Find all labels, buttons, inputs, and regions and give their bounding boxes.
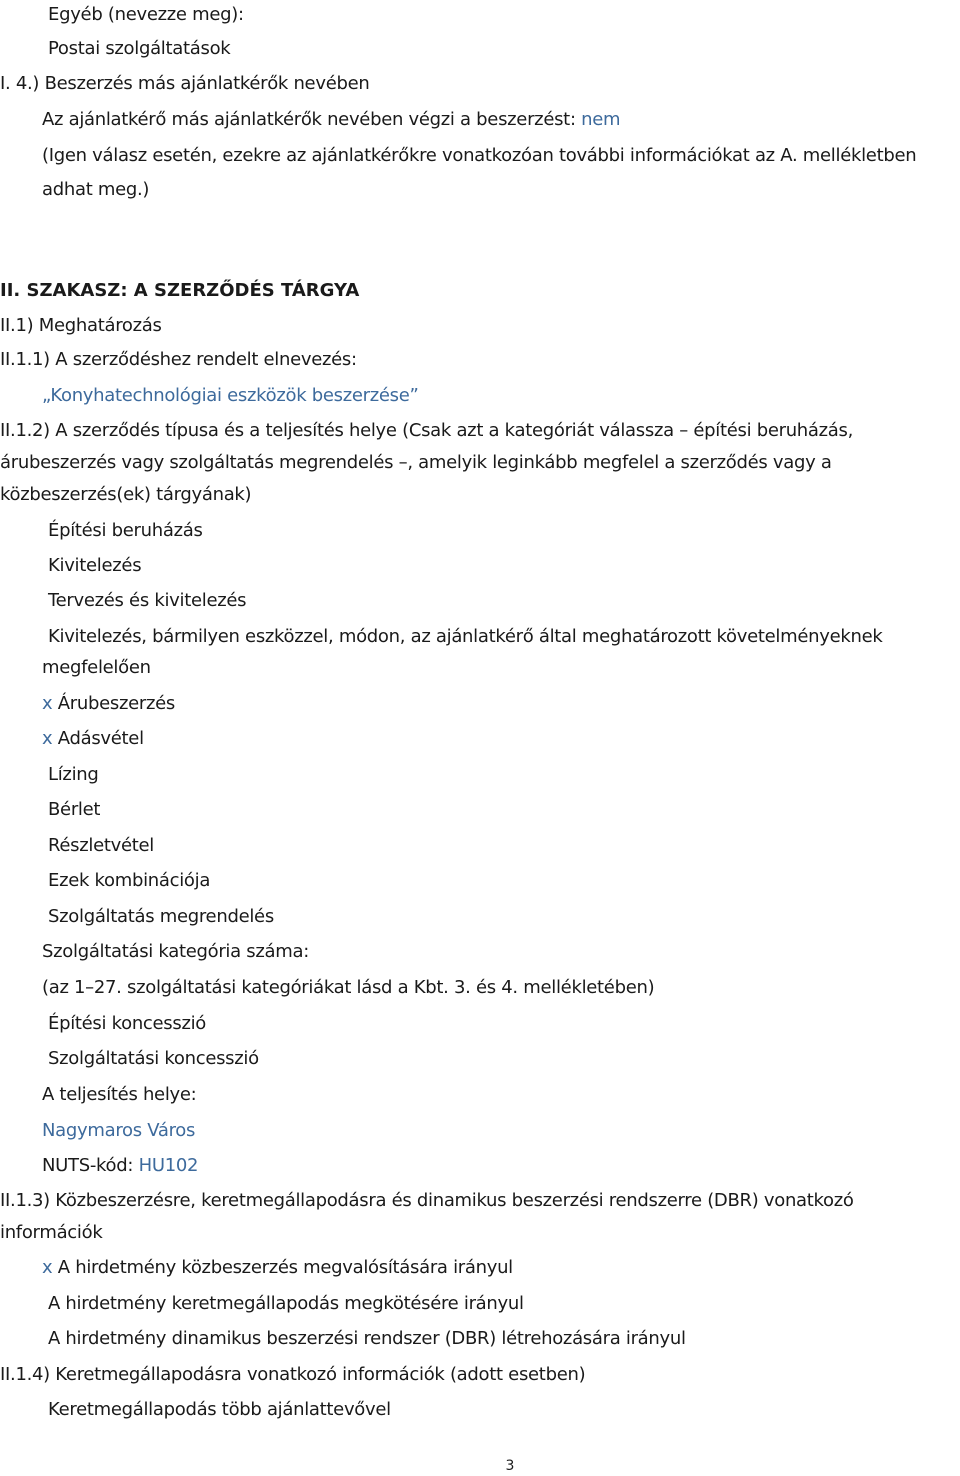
option-lizing: Lízing [48, 764, 99, 785]
nuts-code-value: HU102 [138, 1155, 199, 1176]
ii1-heading: II.1) Meghatározás [0, 315, 162, 336]
ii12-heading-line-2: árubeszerzés vagy szolgáltatás megrendelés –, amelyik leginkább megfelel a szerződés vagy a [0, 452, 832, 473]
option-arubeszerzes [42, 692, 175, 716]
place-of-performance-label: A teljesítés helye: [42, 1084, 197, 1105]
ii12-heading-line-3: közbeszerzés(ek) tárgyának) [0, 484, 252, 505]
check-mark: x [42, 693, 53, 714]
option-szolgaltatas-megrendeles: Szolgáltatás megrendelés [48, 906, 274, 927]
option-egyeb: Egyéb (nevezze meg): [48, 4, 244, 25]
nuts-code [42, 1154, 198, 1178]
option-postai: Postai szolgáltatások [48, 38, 231, 59]
i4-note-line-2: adhat meg.) [42, 179, 150, 200]
service-category-label: Szolgáltatási kategória száma: [42, 941, 309, 962]
option-label: Adásvétel [57, 728, 144, 749]
option-hirdetmeny-keret: A hirdetmény keretmegállapodás megkötésére irányul [48, 1293, 524, 1314]
ii13-heading-line-2: információk [0, 1222, 103, 1243]
option-hirdetmeny-dbr: A hirdetmény dinamikus beszerzési rendszer (DBR) létrehozására irányul [48, 1328, 686, 1349]
option-tervezes: Tervezés és kivitelezés [48, 590, 247, 611]
place-of-performance-value: Nagymaros Város [42, 1120, 196, 1141]
nuts-code-label: NUTS-kód: [42, 1155, 134, 1176]
option-kivitelezes-barmilyen-line-2: megfelelően [42, 657, 151, 678]
check-mark: x [42, 728, 53, 749]
option-szolgaltatasi-koncesszio: Szolgáltatási koncesszió [48, 1048, 259, 1069]
section-i4-title: I. 4.) Beszerzés más ajánlatkérők nevében [0, 73, 370, 94]
option-label: A hirdetmény közbeszerzés megvalósítására irányul [57, 1257, 513, 1278]
i4-answer: nem [581, 109, 621, 130]
option-berlet: Bérlet [48, 799, 101, 820]
option-reszletvetel: Részletvétel [48, 835, 154, 856]
option-label: Árubeszerzés [57, 693, 176, 714]
ii13-heading-line-1: II.1.3) Közbeszerzésre, keretmegállapodásra és dinamikus beszerzési rendszerre (DBR) vonatkozó [0, 1190, 854, 1211]
option-adasvetel [42, 727, 144, 751]
option-kombinacio: Ezek kombinációja [48, 870, 211, 891]
check-mark: x [42, 1257, 53, 1278]
ii14-heading: II.1.4) Keretmegállapodásra vonatkozó információk (adott esetben) [0, 1364, 586, 1385]
ii11-heading: II.1.1) A szerződéshez rendelt elnevezés: [0, 349, 357, 370]
section-ii-title: II. SZAKASZ: A SZERZŐDÉS TÁRGYA [0, 280, 360, 301]
option-hirdetmeny-kozbeszerzes [42, 1256, 513, 1280]
option-kivitelezes: Kivitelezés [48, 555, 142, 576]
service-category-note: (az 1–27. szolgáltatási kategóriákat lásd a Kbt. 3. és 4. mellékletében) [42, 977, 655, 998]
ii12-heading-line-1: II.1.2) A szerződés típusa és a teljesítés helye (Csak azt a kategóriát válassza – építési beruházás, [0, 420, 854, 441]
i4-question [42, 108, 620, 132]
option-epitesi-koncesszio: Építési koncesszió [48, 1013, 207, 1034]
option-keret-tobb: Keretmegállapodás több ajánlattevővel [48, 1399, 391, 1420]
i4-note-line-1: (Igen válasz esetén, ezekre az ajánlatkérőkre vonatkozóan további információkat az A. mellékletben [42, 145, 917, 166]
i4-question-text: Az ajánlatkérő más ajánlatkérők nevében végzi a beszerzést: [42, 109, 576, 130]
contract-name-value: „Konyhatechnológiai eszközök beszerzése” [42, 385, 419, 406]
page-number: 3 [505, 1458, 515, 1474]
option-kivitelezes-barmilyen-line-1: Kivitelezés, bármilyen eszközzel, módon, az ajánlatkérő által meghatározott követelményeknek [48, 626, 883, 647]
option-epitesi-beruhazas: Építési beruházás [48, 520, 203, 541]
